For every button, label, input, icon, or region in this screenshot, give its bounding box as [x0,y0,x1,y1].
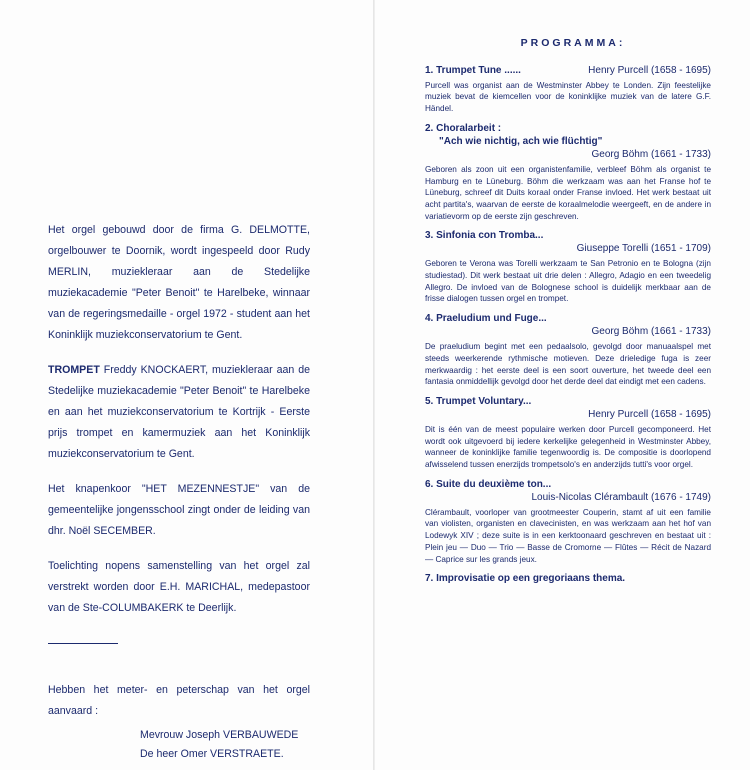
signer: De heer Omer VERSTRAETE. [140,748,284,760]
program-item [425,572,711,585]
item-composer: Georg Böhm (1661 - 1733) [591,326,711,338]
item-composer: Louis-Nicolas Clérambault (1676 - 1749) [531,491,711,503]
item-title: 6. Suite du deuxième ton... [425,478,552,490]
left-column [48,220,310,764]
program-item [425,395,711,471]
choir-paragraph: Het knapenkoor "HET MEZENNESTJE" van de gemeentelijke jongensschool zingt onder de leiding van dhr. Noël SECEMBER. [48,483,310,537]
signers [48,726,310,764]
item-description: Clérambault, voorloper van grootmeester Couperin, stamt af uit een familie van violisten, organisten en clavecinisten, en was werkzaam aan het hof van Lodewyk XIV ; deze suite is in een kerktoonaard geschreven en bestaat uit : Plein jeu — Duo — Trio — Basse de Cromorne — Flûtes — Récit de Nazard — Caprice sur les grands jeux. [425,507,711,564]
program-item [425,478,711,566]
trompet-label: TROMPET [48,364,100,376]
program-column [425,38,711,592]
trompet-text: Freddy KNOCKAERT, muziekleraar aan de Stedelijke muziekacademie "Peter Benoit" te Harelbeke en aan het muziekconservatorium te Kortrijk - Eerste prijs trompet en kamermuziek aan het Koninklijk muziekconservatorium te Gent. [48,364,310,460]
item-description: Dit is één van de meest populaire werken door Purcell gecomponeerd. Het wordt ook uitgevoerd bij iedere kerkelijke gelegenheid in Westminster Abbey, wanneer de koninklijke familie tegenwoordig is. De compositie is doorlopend afwisselend tussen enerzijds trompetsolo's en anderzijds tutti's voor orgel. [425,424,711,470]
item-title: 4. Praeludium und Fuge... [425,313,547,325]
item-title: 7. Improvisatie op een gregoriaans thema. [425,573,626,585]
sponsorship-paragraph: Hebben het meter- en peterschap van het orgel aanvaard : [48,684,310,717]
explanation-paragraph: Toelichting nopens samenstelling van het orgel zal verstrekt worden door E.H. MARICHAL, medepastoor van de Ste-COLUMBAKERK te Deerlijk. [48,560,310,614]
item-title: 3. Sinfonia con Tromba... [425,230,544,242]
item-description: Geboren te Verona was Torelli werkzaam te San Petronio en te Bologna (zijn studiestad). Dit werk bestaat uit drie delen : Allegro, Adagio en een tweedelig Allegro. De invloed van de Bolognese school is duidelijk merkbaar aan de frisse dialogen tussen orgel en trompet. [425,259,711,304]
program-item [425,229,711,305]
item-composer: Giuseppe Torelli (1651 - 1709) [576,243,711,255]
item-description: Purcell was organist aan de Westminster Abbey te Londen. Zijn feestelijke muziek bevat de kiemcellen voor de koninklijke muziek van de latere G.F. Händel. [425,80,711,114]
item-title: 1. Trumpet Tune ...... [425,64,521,76]
item-title: 2. Choralarbeit : [425,122,502,134]
trompet-paragraph [48,360,310,465]
item-title: 5. Trumpet Voluntary... [425,395,532,407]
program-item [425,122,711,223]
program-title: PROGRAMMA: [520,37,626,49]
item-description: De praeludium begint met een pedaalsolo, gevolgd door manuaalspel met steeds weerkerende rythmische motieven. Deze drieledige fuga is zeer merkwaardig : het eerste deel is een soort ouverture, het tweede deel een fantasia onmiddellijk gevolgd door het derde deel dat eindigt met een cadens. [425,342,711,387]
item-description: Geboren als zoon uit een organistenfamilie, verbleef Böhm als organist te Hamburg en te Lüneburg. Böhm die werkzaam was aan het Franse hof te Lüneburg, schreef dit Duits koraal onder Franse invloed. Het werk bestaat uit acht partita's, waarvan de eerste de koraalmelodie weergeeft, en de andere in variatievorm op de eerste zijn geschreven. [425,164,711,221]
program-item [425,312,711,388]
item-composer: Henry Purcell (1658 - 1695) [588,64,711,76]
item-composer: Georg Böhm (1661 - 1733) [591,148,711,160]
program-item [425,64,711,115]
page-fold [373,0,375,770]
item-composer: Henry Purcell (1658 - 1695) [588,408,711,420]
item-subtitle: "Ach wie nichtig, ach wie flüchtig" [439,135,603,147]
divider [48,643,118,644]
organ-paragraph: Het orgel gebouwd door de firma G. DELMOTTE, orgelbouwer te Doornik, wordt ingespeeld door Rudy MERLIN, muziekleraar aan de Stedelijke muziekacademie "Peter Benoit" te Harelbeke, winnaar van de regeringsmedaille - orgel 1972 - student aan het Koninklijk muziekconservatorium te Gent. [48,224,310,341]
signer: Mevrouw Joseph VERBAUWEDE [140,729,299,741]
